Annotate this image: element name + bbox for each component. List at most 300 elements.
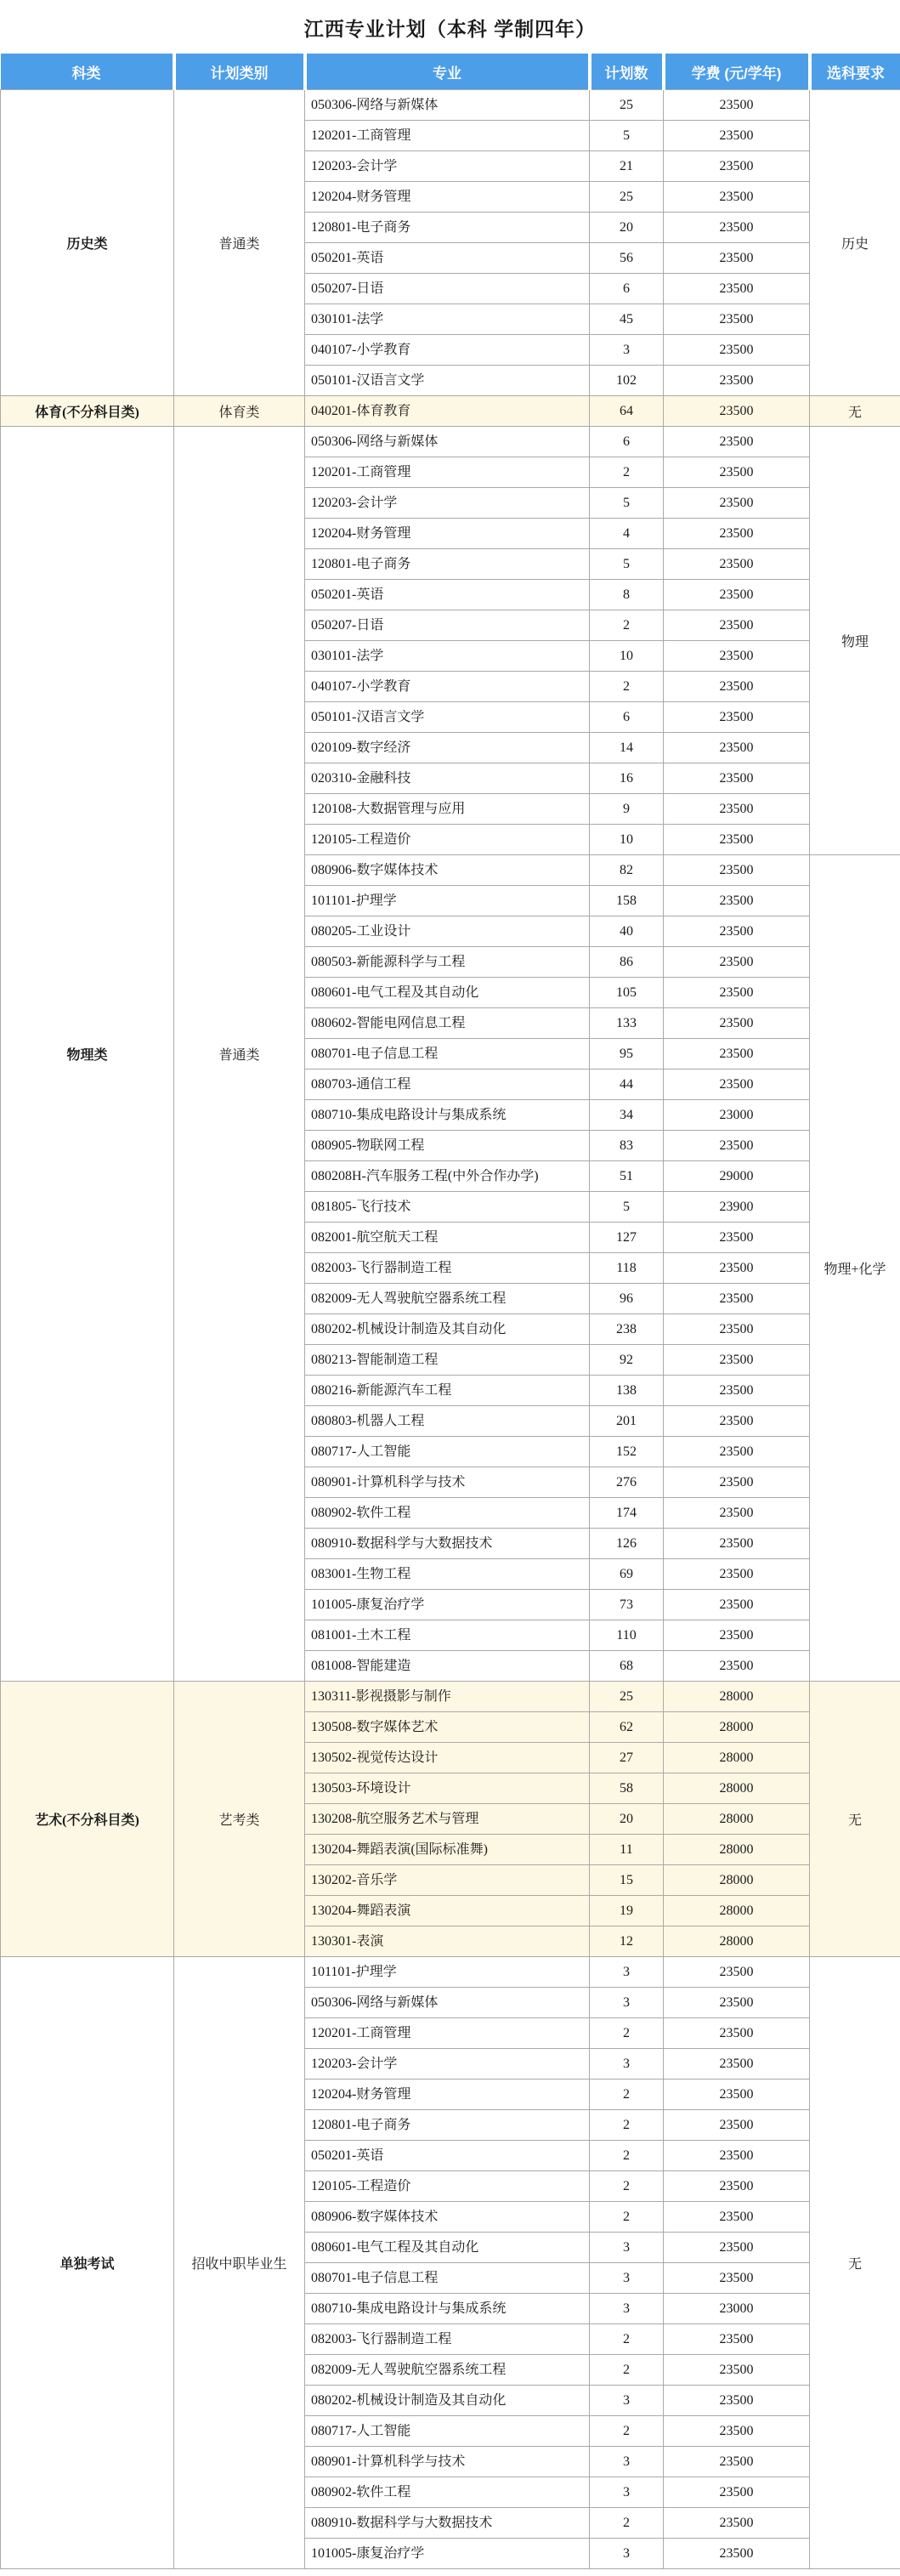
major-cell — [305, 274, 590, 304]
major-cell — [305, 243, 590, 274]
count-cell: 4 — [590, 519, 664, 549]
major-label: 080202-机械设计制造及其自动化 — [311, 1321, 507, 1336]
table-row — [1, 427, 900, 457]
major-cell — [305, 947, 590, 978]
count-cell: 45 — [590, 304, 664, 335]
col-header-requirement: 选科要求 — [810, 54, 900, 90]
major-cell — [305, 825, 590, 855]
fee-cell: 23500 — [664, 1590, 810, 1620]
count-cell: 20 — [590, 1804, 664, 1835]
major-label: 101101-护理学 — [311, 1964, 397, 1979]
major-label: 080703-通信工程 — [311, 1076, 411, 1092]
major-cell — [305, 549, 590, 580]
fee-cell: 23500 — [664, 1008, 810, 1039]
major-cell — [305, 2355, 590, 2386]
count-cell: 69 — [590, 1559, 664, 1590]
fee-cell: 23500 — [664, 2508, 810, 2539]
major-cell — [305, 2171, 590, 2202]
major-label: 080503-新能源科学与工程 — [311, 954, 466, 969]
count-cell: 2 — [590, 672, 664, 702]
count-cell: 51 — [590, 1161, 664, 1192]
fee-cell: 23500 — [664, 1314, 810, 1345]
plan-type-cell: 艺考类 — [174, 1682, 305, 1957]
fee-cell: 23500 — [664, 1437, 810, 1467]
col-header-plan-type: 计划类别 — [174, 54, 305, 90]
count-cell: 86 — [590, 947, 664, 978]
count-cell: 3 — [590, 2447, 664, 2477]
major-label: 080901-计算机科学与技术 — [311, 1474, 466, 1489]
count-cell: 6 — [590, 702, 664, 733]
count-cell: 83 — [590, 1131, 664, 1161]
major-cell — [305, 2386, 590, 2416]
major-label: 130204-舞蹈表演 — [311, 1903, 411, 1918]
major-cell — [305, 2477, 590, 2508]
fee-cell: 28000 — [664, 1926, 810, 1957]
requirement-cell: 物理 — [810, 427, 900, 855]
major-label: 080710-集成电路设计与集成系统 — [311, 1107, 507, 1122]
major-label: 082003-飞行器制造工程 — [311, 2331, 452, 2346]
fee-cell: 23500 — [664, 213, 810, 243]
major-label: 081805-飞行技术 — [311, 1199, 411, 1214]
major-label: 080902-软件工程 — [311, 2484, 411, 2499]
count-cell: 3 — [590, 1957, 664, 1988]
fee-cell: 28000 — [664, 1804, 810, 1835]
major-label: 050207-日语 — [311, 617, 384, 633]
major-cell — [305, 672, 590, 702]
major-label: 080710-集成电路设计与集成系统 — [311, 2301, 507, 2316]
major-cell — [305, 1070, 590, 1100]
fee-cell: 23500 — [664, 1988, 810, 2018]
major-label: 130503-环境设计 — [311, 1780, 411, 1796]
count-cell: 5 — [590, 488, 664, 519]
count-cell: 58 — [590, 1773, 664, 1804]
fee-cell: 23500 — [664, 763, 810, 794]
major-label: 130301-表演 — [311, 1933, 384, 1949]
major-cell — [305, 1192, 590, 1223]
major-cell — [305, 335, 590, 366]
count-cell: 2 — [590, 2355, 664, 2386]
count-cell: 8 — [590, 580, 664, 610]
major-cell — [305, 610, 590, 641]
major-label: 080213-智能制造工程 — [311, 1352, 439, 1367]
count-cell: 14 — [590, 733, 664, 763]
major-cell — [305, 1253, 590, 1284]
category-cell: 单独考试 — [1, 1957, 174, 2569]
count-cell: 158 — [590, 886, 664, 916]
count-cell: 25 — [590, 90, 664, 121]
major-label: 130202-音乐学 — [311, 1872, 398, 1887]
fee-cell: 23500 — [664, 457, 810, 488]
fee-cell: 23500 — [664, 2355, 810, 2386]
count-cell: 3 — [590, 2386, 664, 2416]
count-cell: 2 — [590, 2202, 664, 2233]
table-header — [1, 54, 900, 90]
major-cell — [305, 1406, 590, 1437]
count-cell: 3 — [590, 2049, 664, 2080]
count-cell: 138 — [590, 1376, 664, 1406]
major-cell — [305, 304, 590, 335]
col-header-count: 计划数 — [590, 54, 664, 90]
count-cell: 95 — [590, 1039, 664, 1070]
count-cell: 19 — [590, 1896, 664, 1926]
major-cell — [305, 733, 590, 763]
count-cell: 10 — [590, 641, 664, 672]
major-label: 030101-法学 — [311, 311, 384, 326]
fee-cell: 29000 — [664, 1161, 810, 1192]
fee-cell: 23500 — [664, 1529, 810, 1559]
major-cell — [305, 1926, 590, 1957]
major-label: 040107-小学教育 — [311, 678, 411, 694]
count-cell: 201 — [590, 1406, 664, 1437]
major-cell — [305, 1131, 590, 1161]
major-cell — [305, 1682, 590, 1712]
major-label: 101005-康复治疗学 — [311, 2545, 425, 2561]
category-cell: 艺术(不分科目类) — [1, 1682, 174, 1957]
major-cell — [305, 1896, 590, 1926]
fee-cell: 23500 — [664, 886, 810, 916]
fee-cell: 23500 — [664, 121, 810, 151]
fee-cell: 23500 — [664, 1284, 810, 1314]
count-cell: 2 — [590, 2171, 664, 2202]
major-cell — [305, 2110, 590, 2141]
major-label: 080902-软件工程 — [311, 1505, 411, 1520]
major-label: 050201-英语 — [311, 587, 384, 602]
major-label: 080202-机械设计制造及其自动化 — [311, 2392, 507, 2408]
major-label: 120108-大数据管理与应用 — [311, 801, 466, 816]
requirement-cell: 无 — [810, 1957, 900, 2569]
major-label: 080701-电子信息工程 — [311, 1046, 439, 1061]
major-label: 080216-新能源汽车工程 — [311, 1382, 452, 1398]
major-label: 080910-数据科学与大数据技术 — [311, 1535, 493, 1551]
count-cell: 56 — [590, 243, 664, 274]
major-label: 050207-日语 — [311, 281, 384, 296]
fee-cell: 23500 — [664, 1039, 810, 1070]
category-cell: 历史类 — [1, 90, 174, 396]
plan-table — [0, 54, 900, 2569]
fee-cell: 23500 — [664, 2233, 810, 2263]
count-cell: 25 — [590, 182, 664, 213]
major-cell — [305, 457, 590, 488]
major-label: 080601-电气工程及其自动化 — [311, 2239, 479, 2255]
major-label: 080717-人工智能 — [311, 1444, 411, 1459]
fee-cell: 23500 — [664, 1223, 810, 1253]
fee-cell: 23500 — [664, 366, 810, 396]
plan-type-cell: 普通类 — [174, 90, 305, 396]
major-cell — [305, 641, 590, 672]
major-label: 050201-英语 — [311, 2148, 384, 2163]
fee-cell: 23500 — [664, 2447, 810, 2477]
major-label: 020310-金融科技 — [311, 770, 411, 786]
plan-type-cell: 招收中职毕业生 — [174, 1957, 305, 2569]
major-cell — [305, 1988, 590, 2018]
table-row — [1, 1682, 900, 1712]
major-cell — [305, 916, 590, 947]
fee-cell: 23500 — [664, 702, 810, 733]
fee-cell: 23000 — [664, 2294, 810, 2324]
major-label: 120201-工商管理 — [311, 464, 411, 479]
major-cell — [305, 2539, 590, 2569]
fee-cell: 23500 — [664, 549, 810, 580]
major-cell — [305, 2263, 590, 2294]
fee-cell: 23500 — [664, 396, 810, 427]
major-label: 130502-视觉传达设计 — [311, 1750, 439, 1765]
major-cell — [305, 886, 590, 916]
count-cell: 16 — [590, 763, 664, 794]
major-cell — [305, 978, 590, 1008]
count-cell: 6 — [590, 274, 664, 304]
major-cell — [305, 1773, 590, 1804]
major-label: 080906-数字媒体技术 — [311, 862, 439, 877]
col-header-major: 专业 — [305, 54, 590, 90]
count-cell: 238 — [590, 1314, 664, 1345]
fee-cell: 23500 — [664, 2141, 810, 2171]
fee-cell: 23500 — [664, 2202, 810, 2233]
fee-cell: 23500 — [664, 2416, 810, 2447]
fee-cell: 23500 — [664, 794, 810, 825]
count-cell: 10 — [590, 825, 664, 855]
major-label: 130311-影视摄影与制作 — [311, 1688, 451, 1704]
major-cell — [305, 1161, 590, 1192]
page-title: 江西专业计划（本科 学制四年） — [303, 18, 597, 40]
count-cell: 3 — [590, 335, 664, 366]
major-cell — [305, 2324, 590, 2355]
major-label: 050201-英语 — [311, 250, 384, 265]
count-cell: 82 — [590, 855, 664, 886]
header-row — [1, 54, 900, 90]
major-label: 050101-汉语言文学 — [311, 372, 425, 388]
count-cell: 20 — [590, 213, 664, 243]
major-label: 120204-财务管理 — [311, 189, 411, 204]
major-label: 081008-智能建造 — [311, 1658, 411, 1673]
fee-cell: 23500 — [664, 243, 810, 274]
count-cell: 2 — [590, 2080, 664, 2110]
count-cell: 118 — [590, 1253, 664, 1284]
table-row — [1, 1957, 900, 1988]
major-label: 080602-智能电网信息工程 — [311, 1015, 466, 1030]
fee-cell: 23500 — [664, 304, 810, 335]
fee-cell: 23500 — [664, 335, 810, 366]
fee-cell: 23500 — [664, 2049, 810, 2080]
major-cell — [305, 1651, 590, 1682]
major-cell — [305, 794, 590, 825]
major-cell — [305, 1835, 590, 1865]
major-cell — [305, 427, 590, 457]
count-cell: 40 — [590, 916, 664, 947]
major-label: 120105-工程造价 — [311, 831, 411, 847]
count-cell: 5 — [590, 1192, 664, 1223]
major-label: 080905-物联网工程 — [311, 1138, 425, 1153]
major-cell — [305, 90, 590, 121]
fee-cell: 23500 — [664, 2018, 810, 2049]
count-cell: 2 — [590, 2324, 664, 2355]
fee-cell: 28000 — [664, 1682, 810, 1712]
major-cell — [305, 1590, 590, 1620]
fee-cell: 23500 — [664, 825, 810, 855]
col-header-category: 科类 — [1, 54, 174, 90]
major-label: 120201-工商管理 — [311, 2025, 411, 2040]
major-cell — [305, 1008, 590, 1039]
fee-cell: 23500 — [664, 2171, 810, 2202]
major-cell — [305, 1039, 590, 1070]
count-cell: 68 — [590, 1651, 664, 1682]
major-label: 050101-汉语言文学 — [311, 709, 425, 724]
major-label: 020109-数字经济 — [311, 740, 411, 755]
major-label: 130204-舞蹈表演(国际标准舞) — [311, 1841, 488, 1857]
fee-cell: 23500 — [664, 1957, 810, 1988]
major-cell — [305, 2018, 590, 2049]
major-label: 050306-网络与新媒体 — [311, 434, 439, 449]
fee-cell: 28000 — [664, 1896, 810, 1926]
count-cell: 3 — [590, 2233, 664, 2263]
count-cell: 21 — [590, 151, 664, 182]
fee-cell: 23500 — [664, 2386, 810, 2416]
count-cell: 3 — [590, 1988, 664, 2018]
fee-cell: 23500 — [664, 610, 810, 641]
fee-cell: 23500 — [664, 274, 810, 304]
major-label: 080701-电子信息工程 — [311, 2270, 439, 2285]
fee-cell: 28000 — [664, 1743, 810, 1773]
fee-cell: 23500 — [664, 2080, 810, 2110]
major-cell — [305, 1957, 590, 1988]
major-cell — [305, 182, 590, 213]
major-cell — [305, 2416, 590, 2447]
count-cell: 152 — [590, 1437, 664, 1467]
major-cell — [305, 1559, 590, 1590]
count-cell: 64 — [590, 396, 664, 427]
major-cell — [305, 1284, 590, 1314]
major-cell — [305, 580, 590, 610]
major-cell — [305, 1314, 590, 1345]
count-cell: 96 — [590, 1284, 664, 1314]
major-label: 120801-电子商务 — [311, 219, 411, 235]
major-cell — [305, 519, 590, 549]
plan-type-cell: 体育类 — [174, 396, 305, 427]
count-cell: 6 — [590, 427, 664, 457]
count-cell: 3 — [590, 2539, 664, 2569]
fee-cell: 23500 — [664, 1253, 810, 1284]
major-label: 120203-会计学 — [311, 158, 398, 173]
major-cell — [305, 1376, 590, 1406]
count-cell: 105 — [590, 978, 664, 1008]
major-cell — [305, 213, 590, 243]
fee-cell: 23500 — [664, 519, 810, 549]
major-cell — [305, 2202, 590, 2233]
fee-cell: 23500 — [664, 90, 810, 121]
count-cell: 12 — [590, 1926, 664, 1957]
major-cell — [305, 2233, 590, 2263]
plan-table-body — [1, 90, 900, 2569]
col-header-fee: 学费 (元/学年) — [664, 54, 810, 90]
major-label: 101101-护理学 — [311, 893, 397, 908]
fee-cell: 23500 — [664, 1406, 810, 1437]
major-cell — [305, 763, 590, 794]
requirement-cell: 物理+化学 — [810, 855, 900, 1682]
count-cell: 2 — [590, 2018, 664, 2049]
fee-cell: 23500 — [664, 672, 810, 702]
count-cell: 3 — [590, 2294, 664, 2324]
requirement-cell: 无 — [810, 1682, 900, 1957]
count-cell: 133 — [590, 1008, 664, 1039]
major-label: 080205-工业设计 — [311, 923, 411, 939]
fee-cell: 23500 — [664, 2110, 810, 2141]
major-label: 101005-康复治疗学 — [311, 1597, 425, 1612]
major-cell — [305, 1223, 590, 1253]
count-cell: 9 — [590, 794, 664, 825]
count-cell: 44 — [590, 1070, 664, 1100]
requirement-cell: 无 — [810, 396, 900, 427]
count-cell: 5 — [590, 121, 664, 151]
fee-cell: 23500 — [664, 855, 810, 886]
count-cell: 73 — [590, 1590, 664, 1620]
count-cell: 5 — [590, 549, 664, 580]
fee-cell: 23500 — [664, 1620, 810, 1651]
major-cell — [305, 121, 590, 151]
fee-cell: 23500 — [664, 641, 810, 672]
major-label: 082003-飞行器制造工程 — [311, 1260, 452, 1275]
major-cell — [305, 2049, 590, 2080]
count-cell: 34 — [590, 1100, 664, 1131]
fee-cell: 23500 — [664, 1131, 810, 1161]
fee-cell: 23500 — [664, 2263, 810, 2294]
major-cell — [305, 396, 590, 427]
count-cell: 102 — [590, 366, 664, 396]
major-label: 120203-会计学 — [311, 495, 398, 510]
major-label: 080901-计算机科学与技术 — [311, 2454, 466, 2469]
major-cell — [305, 1345, 590, 1376]
count-cell: 92 — [590, 1345, 664, 1376]
category-cell: 物理类 — [1, 427, 174, 1682]
count-cell: 276 — [590, 1467, 664, 1498]
major-cell — [305, 2508, 590, 2539]
major-cell — [305, 1743, 590, 1773]
fee-cell: 28000 — [664, 1835, 810, 1865]
major-label: 030101-法学 — [311, 648, 384, 663]
count-cell: 110 — [590, 1620, 664, 1651]
count-cell: 2 — [590, 2141, 664, 2171]
major-label: 081001-土木工程 — [311, 1627, 411, 1643]
fee-cell: 28000 — [664, 1773, 810, 1804]
major-cell — [305, 1804, 590, 1835]
fee-cell: 28000 — [664, 1865, 810, 1896]
major-label: 120204-财务管理 — [311, 525, 411, 541]
count-cell: 2 — [590, 457, 664, 488]
major-cell — [305, 1529, 590, 1559]
count-cell: 3 — [590, 2477, 664, 2508]
count-cell: 25 — [590, 1682, 664, 1712]
count-cell: 15 — [590, 1865, 664, 1896]
major-cell — [305, 2080, 590, 2110]
fee-cell: 28000 — [664, 1712, 810, 1743]
plan-type-cell: 普通类 — [174, 427, 305, 1682]
count-cell: 27 — [590, 1743, 664, 1773]
fee-cell: 23500 — [664, 151, 810, 182]
major-label: 080601-电气工程及其自动化 — [311, 984, 479, 1000]
major-label: 120105-工程造价 — [311, 2178, 411, 2193]
count-cell: 126 — [590, 1529, 664, 1559]
major-cell — [305, 702, 590, 733]
major-label: 040107-小学教育 — [311, 342, 411, 357]
count-cell: 2 — [590, 2508, 664, 2539]
major-label: 120201-工商管理 — [311, 128, 411, 143]
fee-cell: 23000 — [664, 1100, 810, 1131]
major-label: 120203-会计学 — [311, 2056, 398, 2071]
count-cell: 2 — [590, 610, 664, 641]
count-cell: 127 — [590, 1223, 664, 1253]
major-label: 050306-网络与新媒体 — [311, 97, 439, 112]
major-label: 082009-无人驾驶航空器系统工程 — [311, 1291, 507, 1306]
fee-cell: 23500 — [664, 2477, 810, 2508]
major-label: 120801-电子商务 — [311, 2117, 411, 2132]
